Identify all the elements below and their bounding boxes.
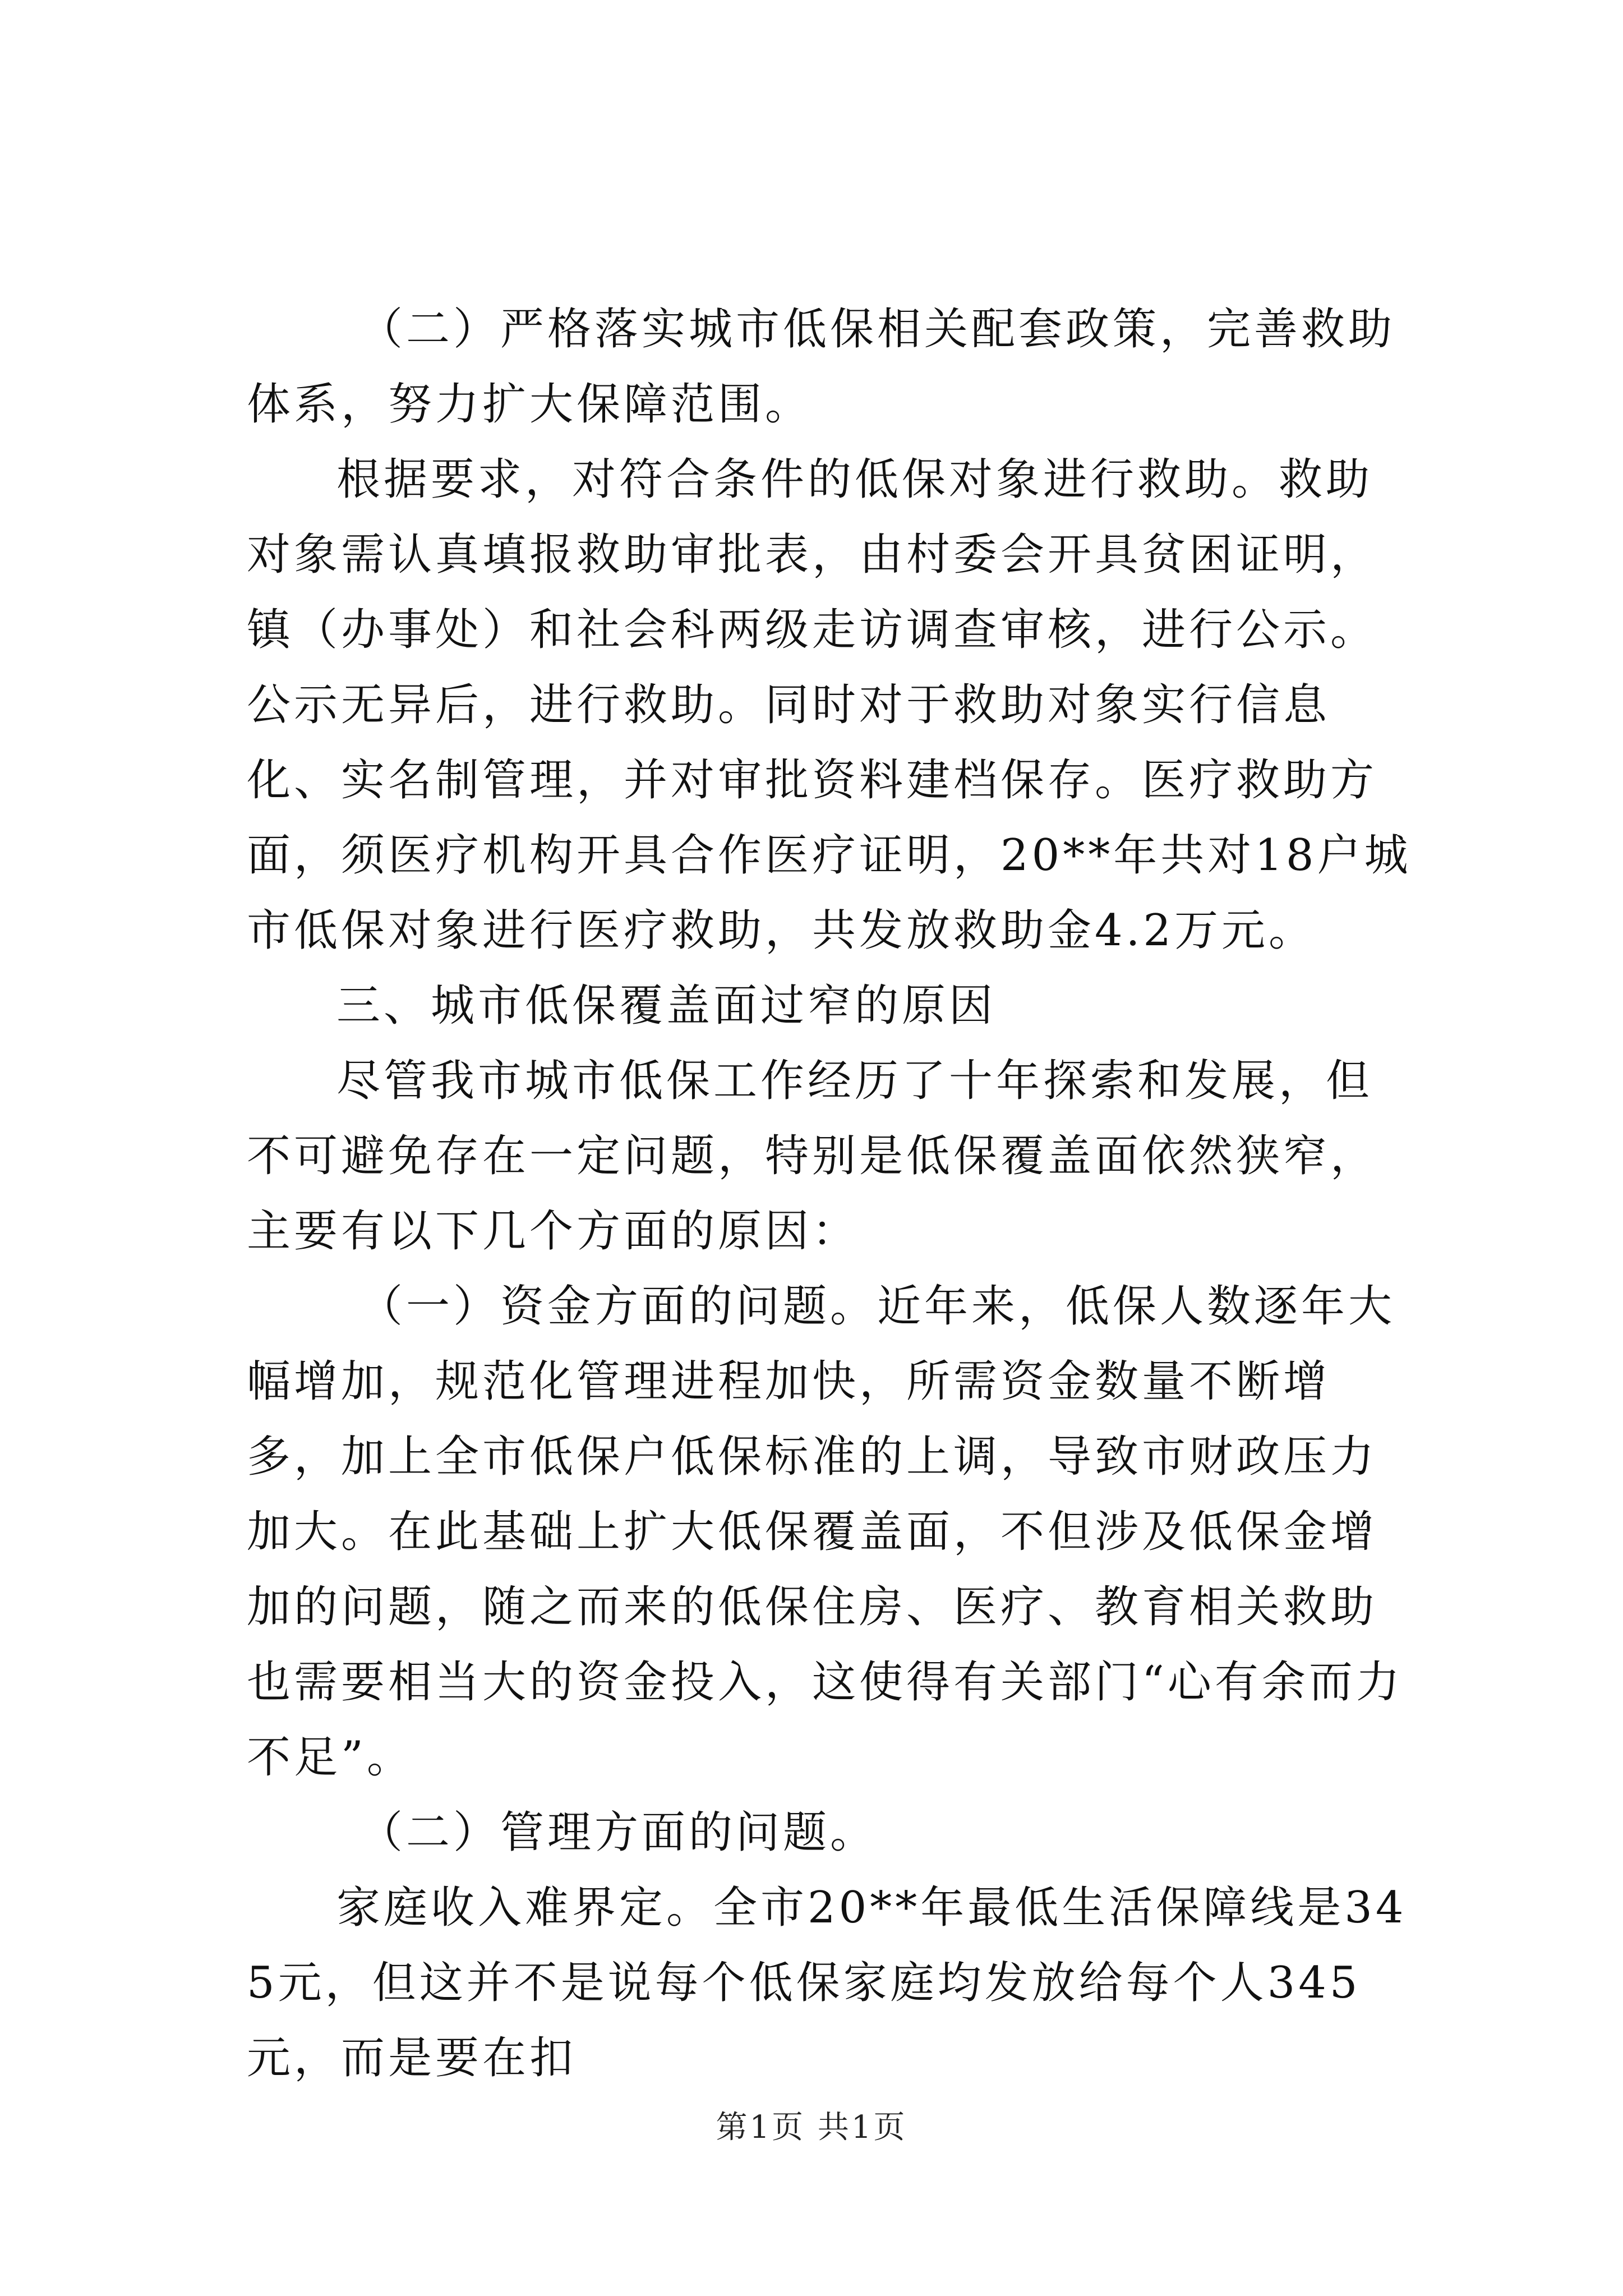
document-body — [247, 292, 1413, 2096]
paragraph-management-issue: （二）管理方面的问题。 — [359, 1807, 878, 1858]
paragraph-subheading-2: （二）严格落实城市低保相关配套政策，完善救助体系，努力扩大保障范围。 — [247, 304, 1396, 430]
paragraph-funding-issue: （一）资金方面的问题。近年来，低保人数逐年大幅增加，规范化管理进程加快，所需资金数量不断增多，加上全市低保户低保标准的上调，导致市财政压力加大。在此基础上扩大低保覆盖面，不但涉及低保金增加的问题，随之而来的低保住房、医疗、教育相关救助也需要相当大的资金投入，这使得有关部门“心有余而力不足”。 — [247, 1281, 1403, 1783]
paragraph-relief-procedure: 根据要求，对符合条件的低保对象进行救助。救助对象需认真填报救助审批表，由村委会开具贫困证明，镇（办事处）和社会科两级走访调查审核，进行公示。公示无异后，进行救助。同时对于救助对象实行信息化、实名制管理，并对审批资料建档保存。医疗救助方面，须医疗机构开具合作医疗证明，20**年共对18户城市低保对象进行医疗救助，共发放救助金4.2万元。 — [247, 454, 1412, 956]
paragraph-reasons-intro: 尽管我市城市低保工作经历了十年探索和发展，但不可避免存在一定问题，特别是低保覆盖面依然狭窄，主要有以下几个方面的原因： — [247, 1056, 1378, 1257]
section-heading-3: 三、城市低保覆盖面过窄的原因 — [336, 981, 997, 1031]
paragraph-income-definition: 家庭收入难界定。全市20**年最低生活保障线是345元，但这并不是说每个低保家庭均发放给每个人345元，而是要在扣 — [247, 1883, 1407, 2083]
page-footer: 第1页 共1页 — [716, 2109, 907, 2146]
